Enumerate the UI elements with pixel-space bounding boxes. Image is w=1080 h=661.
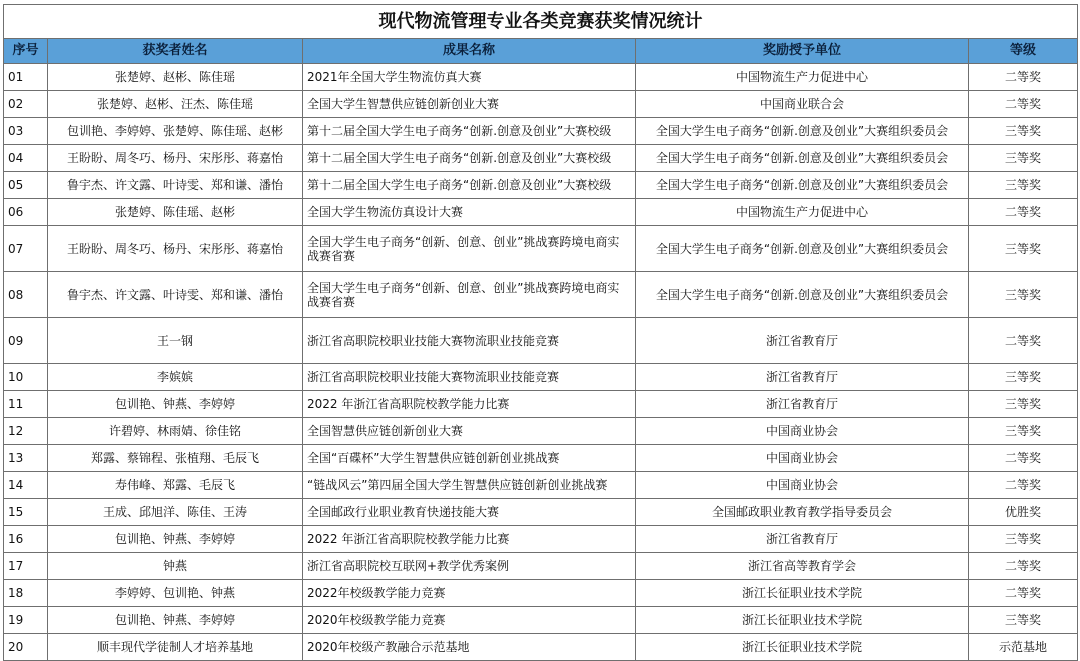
- cell-level[interactable]: 二等奖: [969, 445, 1078, 472]
- cell-unit[interactable]: 浙江省教育厅: [636, 318, 969, 364]
- cell-unit[interactable]: 浙江省教育厅: [636, 364, 969, 391]
- table-row: [4, 418, 1078, 445]
- cell-names[interactable]: 王一钢: [48, 318, 303, 364]
- cell-unit[interactable]: 全国邮政职业教育教学指导委员会: [636, 499, 969, 526]
- cell-level[interactable]: 三等奖: [969, 118, 1078, 145]
- cell-no[interactable]: 16: [4, 526, 48, 553]
- cell-names[interactable]: 顺丰现代学徒制人才培养基地: [48, 634, 303, 661]
- cell-level[interactable]: 二等奖: [969, 553, 1078, 580]
- cell-level[interactable]: 三等奖: [969, 526, 1078, 553]
- cell-no[interactable]: 05: [4, 172, 48, 199]
- cell-level[interactable]: 三等奖: [969, 364, 1078, 391]
- table-row: [4, 145, 1078, 172]
- title-row: [4, 5, 1078, 39]
- cell-unit[interactable]: 浙江长征职业技术学院: [636, 634, 969, 661]
- cell-names[interactable]: 包训艳、钟燕、李婷婷: [48, 607, 303, 634]
- header-unit[interactable]: 奖励授予单位: [636, 39, 969, 64]
- table-row: [4, 391, 1078, 418]
- cell-no[interactable]: 04: [4, 145, 48, 172]
- cell-names[interactable]: 王盼盼、周冬巧、杨丹、宋彤彤、蒋嘉怡: [48, 226, 303, 272]
- cell-achievement[interactable]: 2022年校级教学能力竞赛: [303, 580, 636, 607]
- cell-achievement[interactable]: 全国大学生电子商务“创新、创意、创业”挑战赛跨境电商实战赛省赛: [303, 272, 636, 318]
- table-row: [4, 472, 1078, 499]
- cell-achievement-text: 全国大学生电子商务“创新、创意、创业”挑战赛跨境电商实战赛省赛: [307, 234, 620, 263]
- cell-no[interactable]: 15: [4, 499, 48, 526]
- header-level[interactable]: 等级: [969, 39, 1078, 64]
- cell-achievement[interactable]: 第十二届全国大学生电子商务“创新.创意及创业”大赛校级: [303, 172, 636, 199]
- cell-unit[interactable]: 中国商业联合会: [636, 91, 969, 118]
- cell-no[interactable]: 17: [4, 553, 48, 580]
- cell-achievement[interactable]: [303, 226, 636, 272]
- cell-names[interactable]: 李嫔嫔: [48, 364, 303, 391]
- cell-unit[interactable]: 全国大学生电子商务“创新.创意及创业”大赛组织委员会: [636, 145, 969, 172]
- cell-achievement[interactable]: 全国智慧供应链创新创业大赛: [303, 418, 636, 445]
- cell-level[interactable]: 优胜奖: [969, 499, 1078, 526]
- cell-unit[interactable]: 中国商业协会: [636, 472, 969, 499]
- cell-level[interactable]: 三等奖: [969, 226, 1078, 272]
- cell-names[interactable]: 许碧婷、林雨婧、徐佳铭: [48, 418, 303, 445]
- cell-achievement[interactable]: 全国“百碟杯”大学生智慧供应链创新创业挑战赛: [303, 445, 636, 472]
- cell-level[interactable]: 二等奖: [969, 318, 1078, 364]
- cell-achievement[interactable]: 全国邮政行业职业教育快递技能大赛: [303, 499, 636, 526]
- cell-unit[interactable]: 全国大学生电子商务“创新.创意及创业”大赛组织委员会: [636, 118, 969, 145]
- cell-level[interactable]: 二等奖: [969, 199, 1078, 226]
- cell-achievement[interactable]: 全国大学生智慧供应链创新创业大赛: [303, 91, 636, 118]
- cell-no[interactable]: 09: [4, 318, 48, 364]
- cell-unit[interactable]: 浙江省教育厅: [636, 526, 969, 553]
- cell-no[interactable]: 11: [4, 391, 48, 418]
- table-title[interactable]: 现代物流管理专业各类竞赛获奖情况统计: [4, 5, 1078, 39]
- cell-no[interactable]: 20: [4, 634, 48, 661]
- cell-names[interactable]: 王成、邱旭洋、陈佳、王涛: [48, 499, 303, 526]
- cell-no[interactable]: 12: [4, 418, 48, 445]
- cell-unit[interactable]: 中国商业协会: [636, 445, 969, 472]
- header-names[interactable]: 获奖者姓名: [48, 39, 303, 64]
- cell-no[interactable]: 14: [4, 472, 48, 499]
- cell-unit[interactable]: 全国大学生电子商务“创新.创意及创业”大赛组织委员会: [636, 272, 969, 318]
- header-row: [4, 39, 1078, 64]
- cell-no[interactable]: 03: [4, 118, 48, 145]
- cell-unit[interactable]: 浙江省教育厅: [636, 391, 969, 418]
- cell-achievement[interactable]: 2022 年浙江省高职院校教学能力比赛: [303, 526, 636, 553]
- cell-achievement[interactable]: 2020年校级教学能力竞赛: [303, 607, 636, 634]
- cell-achievement[interactable]: 2022 年浙江省高职院校教学能力比赛: [303, 391, 636, 418]
- table-row: [4, 172, 1078, 199]
- cell-no[interactable]: 07: [4, 226, 48, 272]
- table-row: [4, 118, 1078, 145]
- table-row: [4, 553, 1078, 580]
- cell-names[interactable]: 包训艳、李婷婷、张楚婷、陈佳瑶、赵彬: [48, 118, 303, 145]
- cell-unit[interactable]: 全国大学生电子商务“创新.创意及创业”大赛组织委员会: [636, 172, 969, 199]
- cell-names[interactable]: 包训艳、钟燕、李婷婷: [48, 526, 303, 553]
- cell-achievement[interactable]: “链战风云”第四届全国大学生智慧供应链创新创业挑战赛: [303, 472, 636, 499]
- table-row: [4, 499, 1078, 526]
- cell-names[interactable]: 张楚婷、赵彬、汪杰、陈佳瑶: [48, 91, 303, 118]
- table-row: [4, 226, 1078, 272]
- cell-no[interactable]: 08: [4, 272, 48, 318]
- cell-achievement[interactable]: 浙江省高职院校职业技能大赛物流职业技能竞赛: [303, 318, 636, 364]
- table-row: [4, 364, 1078, 391]
- cell-unit[interactable]: 中国物流生产力促进中心: [636, 64, 969, 91]
- cell-names[interactable]: 张楚婷、陈佳瑶、赵彬: [48, 199, 303, 226]
- table-row: [4, 64, 1078, 91]
- cell-achievement[interactable]: 2020年校级产教融合示范基地: [303, 634, 636, 661]
- table-row: [4, 526, 1078, 553]
- cell-level[interactable]: 二等奖: [969, 91, 1078, 118]
- cell-names[interactable]: 包训艳、钟燕、李婷婷: [48, 391, 303, 418]
- cell-names[interactable]: 张楚婷、赵彬、陈佳瑶: [48, 64, 303, 91]
- cell-achievement[interactable]: 浙江省高职院校职业技能大赛物流职业技能竞赛: [303, 364, 636, 391]
- cell-names[interactable]: 王盼盼、周冬巧、杨丹、宋彤彤、蒋嘉怡: [48, 145, 303, 172]
- table-row: [4, 272, 1078, 318]
- cell-achievement[interactable]: 2021年全国大学生物流仿真大赛: [303, 64, 636, 91]
- table-row: [4, 607, 1078, 634]
- cell-names[interactable]: 李婷婷、包训艳、钟燕: [48, 580, 303, 607]
- cell-level[interactable]: 二等奖: [969, 472, 1078, 499]
- cell-achievement[interactable]: 第十二届全国大学生电子商务“创新.创意及创业”大赛校级: [303, 145, 636, 172]
- awards-table: [3, 4, 1078, 661]
- cell-names[interactable]: 鲁宇杰、许文露、叶诗雯、郑和谦、潘怡: [48, 172, 303, 199]
- cell-achievement[interactable]: 全国大学生物流仿真设计大赛: [303, 199, 636, 226]
- cell-unit[interactable]: 中国商业协会: [636, 418, 969, 445]
- cell-no[interactable]: 19: [4, 607, 48, 634]
- cell-level[interactable]: 三等奖: [969, 145, 1078, 172]
- cell-level[interactable]: 三等奖: [969, 391, 1078, 418]
- cell-unit[interactable]: 中国物流生产力促进中心: [636, 199, 969, 226]
- cell-unit[interactable]: 浙江省高等教育学会: [636, 553, 969, 580]
- cell-level[interactable]: 三等奖: [969, 418, 1078, 445]
- cell-names[interactable]: 寿伟峰、郑露、毛辰飞: [48, 472, 303, 499]
- cell-no[interactable]: 06: [4, 199, 48, 226]
- cell-level[interactable]: 二等奖: [969, 64, 1078, 91]
- cell-names[interactable]: 钟燕: [48, 553, 303, 580]
- cell-names[interactable]: 鲁宇杰、许文露、叶诗雯、郑和谦、潘怡: [48, 272, 303, 318]
- table-row: [4, 199, 1078, 226]
- cell-level[interactable]: 示范基地: [969, 634, 1078, 661]
- table-row: [4, 91, 1078, 118]
- cell-no[interactable]: 01: [4, 64, 48, 91]
- cell-level[interactable]: 三等奖: [969, 172, 1078, 199]
- cell-level[interactable]: 二等奖: [969, 580, 1078, 607]
- cell-unit[interactable]: 浙江长征职业技术学院: [636, 607, 969, 634]
- cell-no[interactable]: 18: [4, 580, 48, 607]
- header-no[interactable]: 序号: [4, 39, 48, 64]
- table-row: [4, 634, 1078, 661]
- table-row: [4, 445, 1078, 472]
- cell-achievement[interactable]: 浙江省高职院校互联网+教学优秀案例: [303, 553, 636, 580]
- header-achievement[interactable]: 成果名称: [303, 39, 636, 64]
- cell-level[interactable]: 三等奖: [969, 607, 1078, 634]
- table-row: [4, 318, 1078, 364]
- cell-no[interactable]: 10: [4, 364, 48, 391]
- cell-names[interactable]: 郑露、蔡锦程、张植翔、毛辰飞: [48, 445, 303, 472]
- cell-no[interactable]: 02: [4, 91, 48, 118]
- cell-unit[interactable]: 浙江长征职业技术学院: [636, 580, 969, 607]
- cell-unit[interactable]: 全国大学生电子商务“创新.创意及创业”大赛组织委员会: [636, 226, 969, 272]
- cell-achievement[interactable]: 第十二届全国大学生电子商务“创新.创意及创业”大赛校级: [303, 118, 636, 145]
- table-body: [4, 5, 1078, 661]
- table-row: [4, 580, 1078, 607]
- cell-no[interactable]: 13: [4, 445, 48, 472]
- cell-level[interactable]: 三等奖: [969, 272, 1078, 318]
